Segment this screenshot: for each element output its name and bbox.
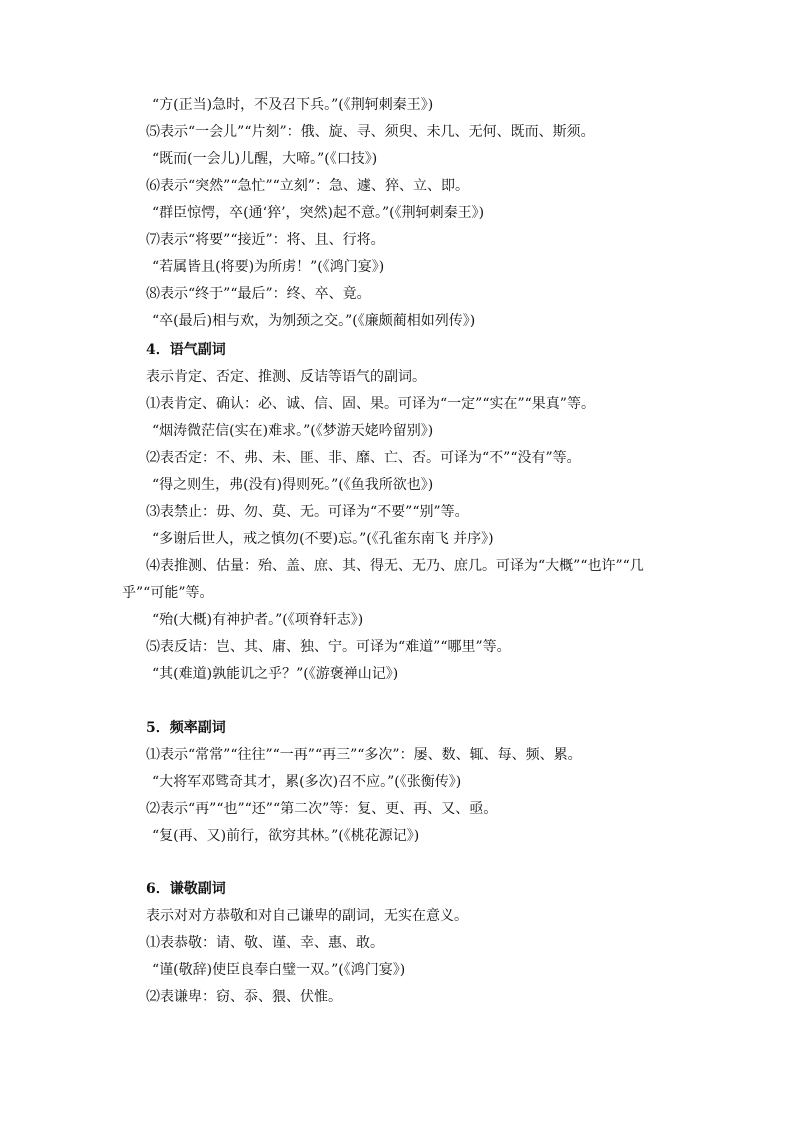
example-line: “群臣惊愕，卒(通‘猝’，突然)起不意。”(《荆轲刺秦王》) <box>152 205 485 221</box>
rule-line: ⑵表谦卑：窃、忝、猥、伏惟。 <box>146 989 342 1005</box>
rule-line: ⑸表反诘：岂、其、庸、独、宁。可译为“难道”“哪里”等。 <box>146 639 511 655</box>
example-line: “方(正当)急时，不及召下兵。”(《荆轲刺秦王》) <box>152 97 434 113</box>
example-line: “卒(最后)相与欢，为刎颈之交。”(《廉颇蔺相如列传》) <box>152 313 476 329</box>
example-line: “若属皆且(将要)为所虏！”(《鸿门宴》) <box>152 259 385 275</box>
section-intro: 表示对对方恭敬和对自己谦卑的副词，无实在意义。 <box>146 908 468 924</box>
example-line: “得之则生，弗(没有)得则死。”(《鱼我所欲也》) <box>152 477 434 493</box>
rule-line: ⑶表禁止：毋、勿、莫、无。可译为“不要”“别”等。 <box>146 504 469 520</box>
rule-line: ⑻表示“终于”“最后”：终、卒、竟。 <box>146 286 371 302</box>
rule-line: ⑴表恭敬：请、敬、谨、幸、惠、敢。 <box>146 935 384 951</box>
example-line: “多谢后世人，戒之慎勿(不要)忘。”(《孔雀东南飞 并序》) <box>152 531 494 547</box>
rule-line: ⑵表示“再”“也”“还”“第二次”等：复、更、再、又、亟。 <box>146 801 498 817</box>
rule-line: ⑴表肯定、确认：必、诚、信、固、果。可译为“一定”“实在”“果真”等。 <box>146 396 595 412</box>
section-heading: 4．语气副词 <box>146 342 226 358</box>
rule-line: ⑷表推测、估量：殆、盖、庶、其、得无、无乃、庶几。可译为“大概”“也许”“几 <box>146 558 644 574</box>
rule-line: ⑺表示“将要”“接近”：将、且、行将。 <box>146 232 385 248</box>
example-line: “殆(大概)有神护者。”(《项脊轩志》) <box>152 612 364 628</box>
section-heading: 6．谦敬副词 <box>146 881 226 897</box>
section-intro: 表示肯定、否定、推测、反诘等语气的副词。 <box>146 369 426 385</box>
rule-line-continued: 乎”“可能”等。 <box>122 585 214 601</box>
section-heading: 5．频率副词 <box>146 720 226 736</box>
example-line: “既而(一会儿)儿醒，大啼。”(《口技》) <box>152 151 378 167</box>
example-line: “其(难道)孰能讥之乎？”(《游褒禅山记》) <box>152 666 399 682</box>
rule-line: ⑸表示“一会儿”“片刻”：俄、旋、寻、须臾、未几、无何、既而、斯须。 <box>146 124 595 140</box>
example-line: “烟涛微茫信(实在)难求。”(《梦游天姥吟留别》) <box>152 423 434 439</box>
rule-line: ⑵表否定：不、弗、未、匪、非、靡、亡、否。可译为“不”“没有”等。 <box>146 450 581 466</box>
example-line: “谨(敬辞)使臣良奉白璧一双。”(《鸿门宴》) <box>152 962 406 978</box>
example-line: “大将军邓骘奇其才，累(多次)召不应。”(《张衡传》) <box>152 774 462 790</box>
example-line: “复(再、又)前行，欲穷其林。”(《桃花源记》) <box>152 828 420 844</box>
rule-line: ⑹表示“突然”“急忙”“立刻”：急、遽、猝、立、即。 <box>146 178 469 194</box>
rule-line: ⑴表示“常常”“往往”“一再”“再三”“多次”：屡、数、辄、每、频、累。 <box>146 747 582 763</box>
